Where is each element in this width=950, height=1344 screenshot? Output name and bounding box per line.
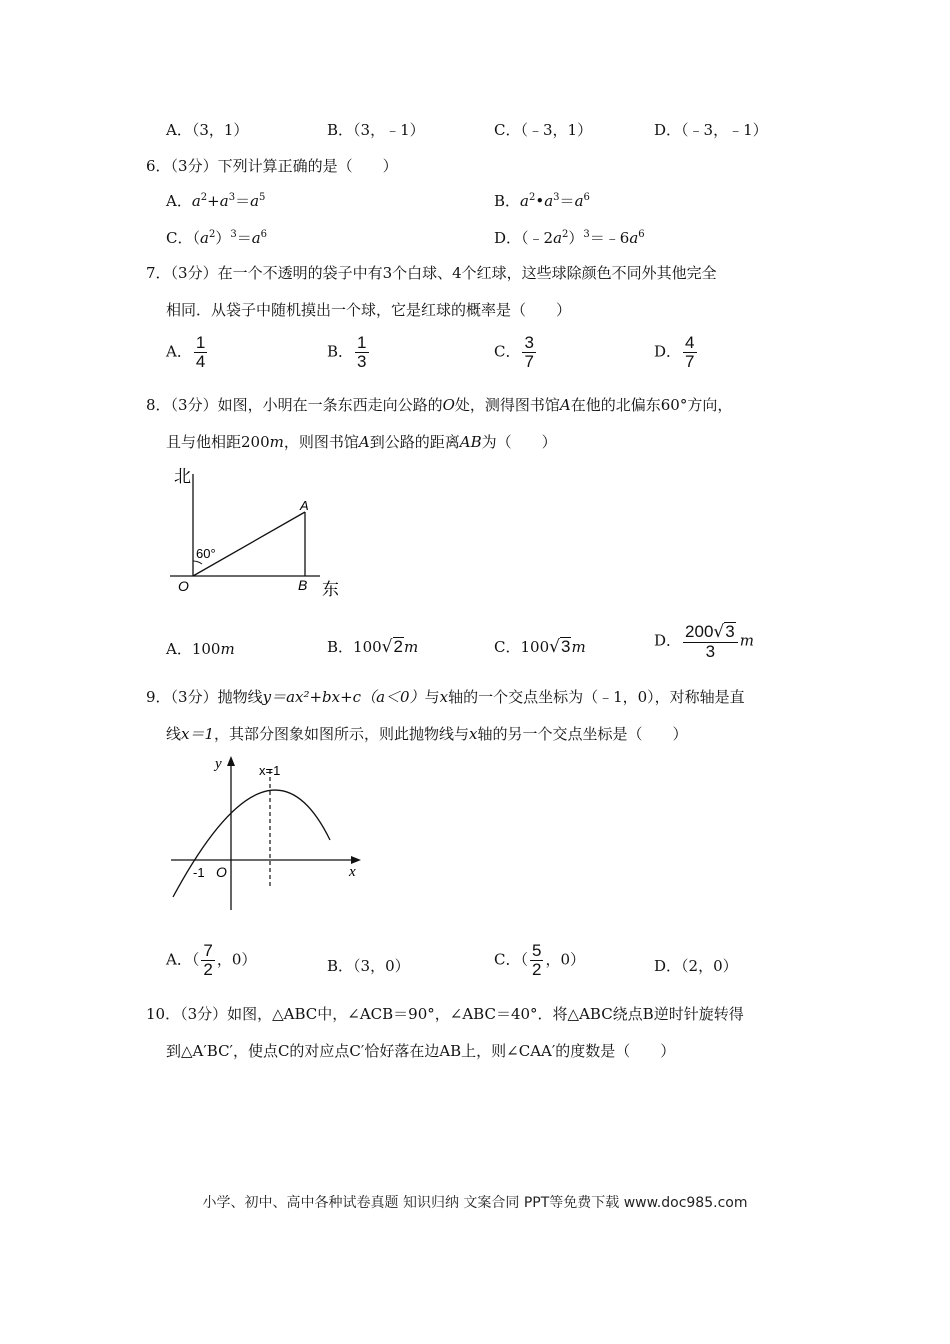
q7-stem-line1: 7．（3分）在一个不透明的袋子中有3个白球、4个红球，这些球除颜色不同外其他完全 xyxy=(146,264,717,282)
north-label: 北 xyxy=(174,467,191,487)
neg-one-label: -1 xyxy=(193,865,205,880)
q9-option-c: C．（ $\frac{5}{2}$ ，0） xyxy=(494,941,585,979)
q6-option-d: D．$(﹣2a^2)^3=﹣6a^6$ xyxy=(494,229,645,247)
y-axis-arrow xyxy=(227,756,235,766)
q8-option-b: B．100√2m xyxy=(327,637,419,657)
point-A-label: A xyxy=(300,498,309,513)
q6-stem: 6．（3分）下列计算正确的是（ ） xyxy=(146,157,398,175)
q7-option-d: D． $\frac{4}{7}$ xyxy=(654,333,695,371)
point-B-label: B xyxy=(298,577,308,593)
symmetry-axis-label: x=1 xyxy=(259,763,281,778)
q7-option-a: A． $\frac{1}{4}$ xyxy=(166,333,206,371)
q10-stem-line2: 到△A′BC′，使点C的对应点C′恰好落在边AB上，则∠CAA′的度数是（ ） xyxy=(166,1042,676,1060)
point-O-label: O xyxy=(178,578,189,594)
q9-option-b: B．（3，0） xyxy=(327,957,410,975)
origin-label: O xyxy=(216,864,227,880)
q8-stem-line2: 且与他相距200m，则图书馆A到公路的距离AB为（ ） xyxy=(166,433,557,451)
q9-figure xyxy=(165,752,365,914)
q8-option-c: C．100√3m xyxy=(494,637,586,657)
q9-stem-line2: 线x＝1，其部分图象如图所示，则此抛物线与x轴的另一个交点坐标是（ ） xyxy=(166,725,688,743)
y-axis-label: y xyxy=(215,756,222,772)
q10-stem-line1: 10．（3分）如图，△ABC中，∠ACB＝90°，∠ABC＝40°．将△ABC绕点B逆时针旋转得 xyxy=(146,1005,744,1023)
angle-label: 60° xyxy=(196,546,216,561)
q8-stem-line1: 8．（3分）如图，小明在一条东西走向公路的O处，测得图书馆A在他的北偏东60°方向， xyxy=(146,396,733,414)
x-axis-arrow xyxy=(351,856,361,864)
x-axis-label: x xyxy=(349,864,356,880)
q9-option-d: D．（2，0） xyxy=(654,957,738,975)
q9-stem-line1: 9．（3分）抛物线y＝ax²+bx+c（a＜0）与x轴的一个交点坐标为（﹣1，0），对称轴是直 xyxy=(146,688,745,706)
q6-option-a: A．$a^2+a^3=a^5$ xyxy=(166,192,266,210)
parabola xyxy=(173,790,330,897)
q8-figure xyxy=(165,460,355,605)
q7-option-b: B． $\frac{1}{3}$ xyxy=(327,333,367,371)
angle-arc xyxy=(193,561,202,564)
east-label: 东 xyxy=(322,580,339,600)
q8-option-a: A．100m xyxy=(166,640,235,658)
q5-option-d: D．（﹣3，﹣1） xyxy=(654,121,768,139)
q7-stem-line2: 相同．从袋子中随机摸出一个球，它是红球的概率是（ ） xyxy=(166,301,572,319)
segment-OA xyxy=(193,512,305,576)
q5-option-b: B．（3，﹣1） xyxy=(327,121,425,139)
q9-option-a: A．（ $\frac{7}{2}$ ，0） xyxy=(166,941,257,979)
q6-option-b: B．$a^2•a^3=a^6$ xyxy=(494,192,590,210)
q6-option-c: C．$(a^2)^3=a^6$ xyxy=(166,229,268,247)
q8-option-d: D． $\frac{200√3}{3}$ m xyxy=(654,622,754,661)
q5-option-a: A．（3，1） xyxy=(166,121,249,139)
q7-option-c: C． $\frac{3}{7}$ xyxy=(494,333,534,371)
q5-option-c: C．（﹣3，1） xyxy=(494,121,593,139)
page-footer: 小学、初中、高中各种试卷真题 知识归纳 文案合同 PPT等免费下载 www.doc985.com xyxy=(202,1195,748,1211)
